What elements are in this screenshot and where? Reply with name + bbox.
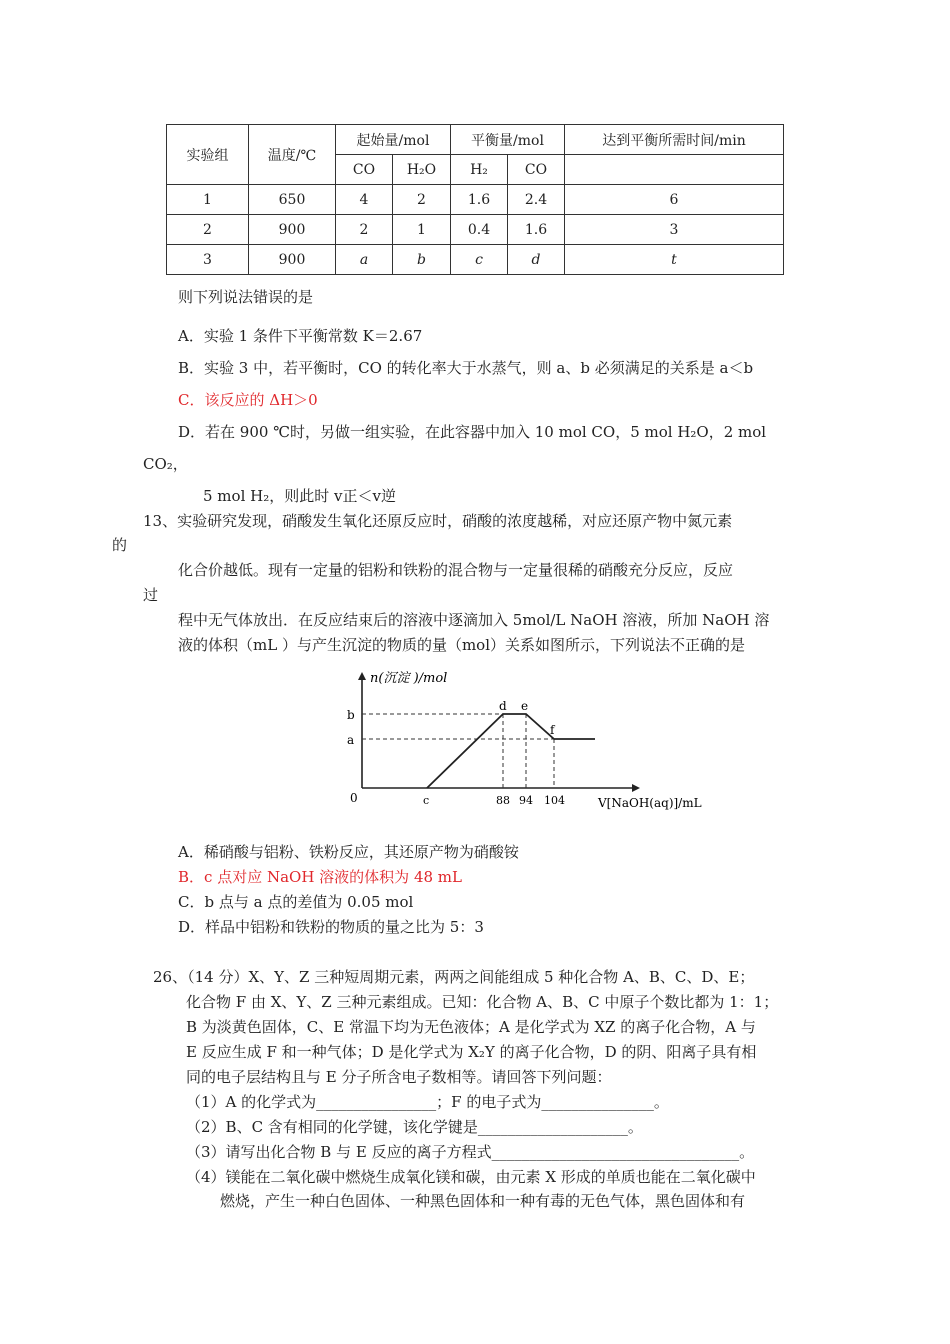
point-f-label: f [550,723,555,737]
header-time: 达到平衡所需时间/min [565,125,784,155]
header-eq: 平衡量/mol [451,125,565,155]
q13-option-c: C．b 点与 a 点的差值为 0.05 mol [178,893,414,911]
q26-line: 化合物 F 由 X、Y、Z 三种元素组成。已知：化合物 A、B、C 中原子个数比都为 1：1； [186,993,779,1011]
q13-line2: 化合价越低。现有一定量的铝粉和铁粉的混合物与一定量很稀的硝酸充分反应，反应 [178,561,734,579]
q26-sub4: （4）镁能在二氧化碳中燃烧生成氧化镁和碳，由元素 X 形成的单质也能在二氧化碳中 [186,1168,756,1186]
q26-line: 同的电子层结构且与 E 分子所含电子数相等。请回答下列问题： [186,1068,612,1086]
q12-stem: 则下列说法错误的是 [178,288,314,306]
point-d-label: d [499,699,507,713]
q12-option-d-cont2: 5 mol H₂，则此时 v正＜v逆 [203,487,396,505]
table-cell: 650 [249,185,336,215]
q26-sub3: （3）请写出化合物 B 与 E 反应的离子方程式_________________________________。 [186,1143,755,1161]
y-tick-a: a [347,733,355,747]
q13-line4: 液的体积（mL ）与产生沉淀的物质的量（mol）关系如图所示，下列说法不正确的是 [178,636,746,654]
q13-option-a: A．稀硝酸与铝粉、铁粉反应，其还原产物为硝酸铵 [178,843,519,861]
q12-option-b: B．实验 3 中，若平衡时，CO 的转化率大于水蒸气，则 a、b 必须满足的关系是 a＜b [178,359,754,377]
table-cell: 1.6 [508,215,565,245]
header-group: 实验组 [167,125,249,185]
table-cell: t [565,245,784,275]
y-axis-label: n(沉淀 )/mol [370,671,448,686]
table-cell: 3 [167,245,249,275]
table-cell: a [336,245,393,275]
q26-line: B 为淡黄色固体，C、E 常温下均为无色液体；A 是化学式为 XZ 的离子化合物，A 与 [186,1018,756,1036]
x-tick-94: 94 [519,794,533,807]
header-start: 起始量/mol [336,125,451,155]
q12-option-d-cont: CO₂， [143,455,188,473]
q12-option-a: A．实验 1 条件下平衡常数 K＝2.67 [178,327,423,345]
x-tick-c: c [423,794,430,807]
table-cell: 2 [393,185,451,215]
table-cell: 1 [393,215,451,245]
sub-h2o: H₂O [393,155,451,185]
q13-line1: 13、实验研究发现，硝酸发生氧化还原反应时，硝酸的浓度越稀，对应还原产物中氮元素 [143,512,733,530]
table-cell: 1.6 [451,185,508,215]
x-axis-arrow [632,784,640,792]
x-tick-104: 104 [544,794,565,807]
q26-sub1: （1）A 的化学式为________________；F 的电子式为_______________。 [186,1093,669,1111]
table-cell: d [508,245,565,275]
table-cell: 1 [167,185,249,215]
y-axis-arrow [358,672,366,680]
q26-sub2: （2）B、C 含有相同的化学键，该化学键是____________________。 [186,1118,643,1136]
table-cell: b [393,245,451,275]
table-cell: 6 [565,185,784,215]
q13-option-b: B．c 点对应 NaOH 溶液的体积为 48 mL [178,868,462,886]
table-cell: c [451,245,508,275]
q26-sub4-cont: 燃烧，产生一种白色固体、一种黑色固体和一种有毒的无色气体，黑色固体和有 [220,1192,746,1210]
table-cell: 2 [336,215,393,245]
table-cell: 3 [565,215,784,245]
q13-option-d: D．样品中铝粉和铁粉的物质的量之比为 5：3 [178,918,484,936]
header-temp: 温度/℃ [249,125,336,185]
point-e-label: e [521,699,529,713]
x-tick-88: 88 [496,794,510,807]
q12-option-d: D．若在 900 ℃时，另做一组实验，在此容器中加入 10 mol CO，5 mol H₂O，2 mol [178,423,767,441]
table-cell: 900 [249,245,336,275]
table-cell: 2.4 [508,185,565,215]
x-axis-label: V[NaOH(aq)]/mL [598,796,702,810]
q12-option-c: C．该反应的 ΔH＞0 [178,391,318,409]
precipitate-line [427,714,595,788]
q26-line: E 反应生成 F 和一种气体；D 是化学式为 X₂Y 的离子化合物，D 的阴、阳离子具有相 [186,1043,757,1061]
table-cell: 900 [249,215,336,245]
sub-h2: H₂ [451,155,508,185]
table-cell: 4 [336,185,393,215]
sub-co-eq: CO [508,155,565,185]
q26-line: 26、（14 分）X、Y、Z 三种短周期元素，两两之间能组成 5 种化合物 A、B、C、D、E； [153,968,755,986]
origin-label: 0 [350,791,358,805]
q13-line2-wrap: 过 [143,586,159,604]
table-cell: 2 [167,215,249,245]
y-tick-b: b [347,708,355,722]
q13-line3: 程中无气体放出．在反应结束后的溶液中逐滴加入 5mol/L NaOH 溶液，所加 NaOH 溶 [178,611,770,629]
table-cell: 0.4 [451,215,508,245]
sub-co: CO [336,155,393,185]
q13-line1-wrap: 的 [112,536,128,554]
